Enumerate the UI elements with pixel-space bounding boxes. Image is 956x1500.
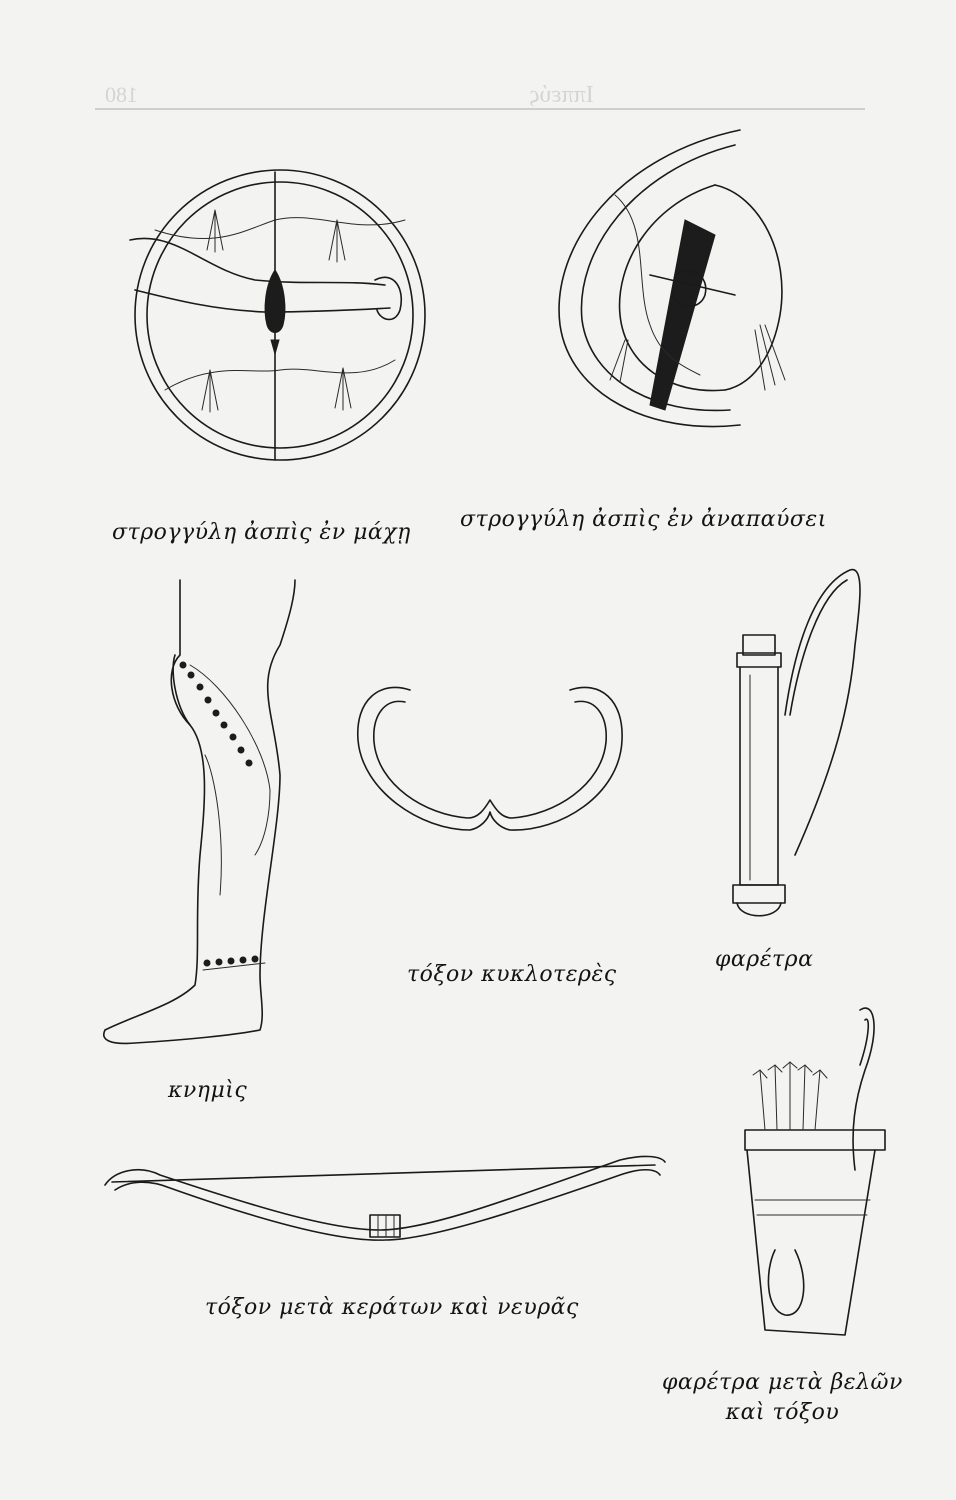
caption-quiver-with-arrows [662,1368,903,1428]
caption-quiver-with-arrows-line1: φαρέτρα μετὰ βελῶν [662,1370,903,1395]
greave-leg-illustration [95,575,305,1050]
bleed-through-header [95,72,865,112]
quiver-with-arrows-illustration [735,1000,905,1350]
horned-bow-illustration [100,1150,670,1245]
shield-in-battle-illustration [115,160,445,480]
caption-round-bow: τόξον κυκλοτερὲς [407,962,617,987]
caption-shield-battle: στρογγύλη ἀσπὶς ἐν μάχῃ [112,520,411,545]
caption-quiver-with-arrows-line2: καὶ τόξου [725,1400,840,1425]
bleed-through-rule [95,108,865,110]
shield-at-rest-illustration [540,125,810,455]
quiver-illustration [715,565,865,940]
caption-quiver: φαρέτρα [715,947,814,972]
caption-greave: κνημὶς [168,1078,248,1103]
caption-horned-bow: τόξον μετὰ κεράτων καὶ νευρᾶς [205,1295,579,1320]
bleed-through-title: Ιππεύς [530,82,594,108]
round-bow-illustration [350,680,630,860]
bleed-through-page-number: 180 [105,82,138,107]
caption-shield-rest: στρογγύλη ἀσπὶς ἐν ἀναπαύσει [460,507,827,532]
